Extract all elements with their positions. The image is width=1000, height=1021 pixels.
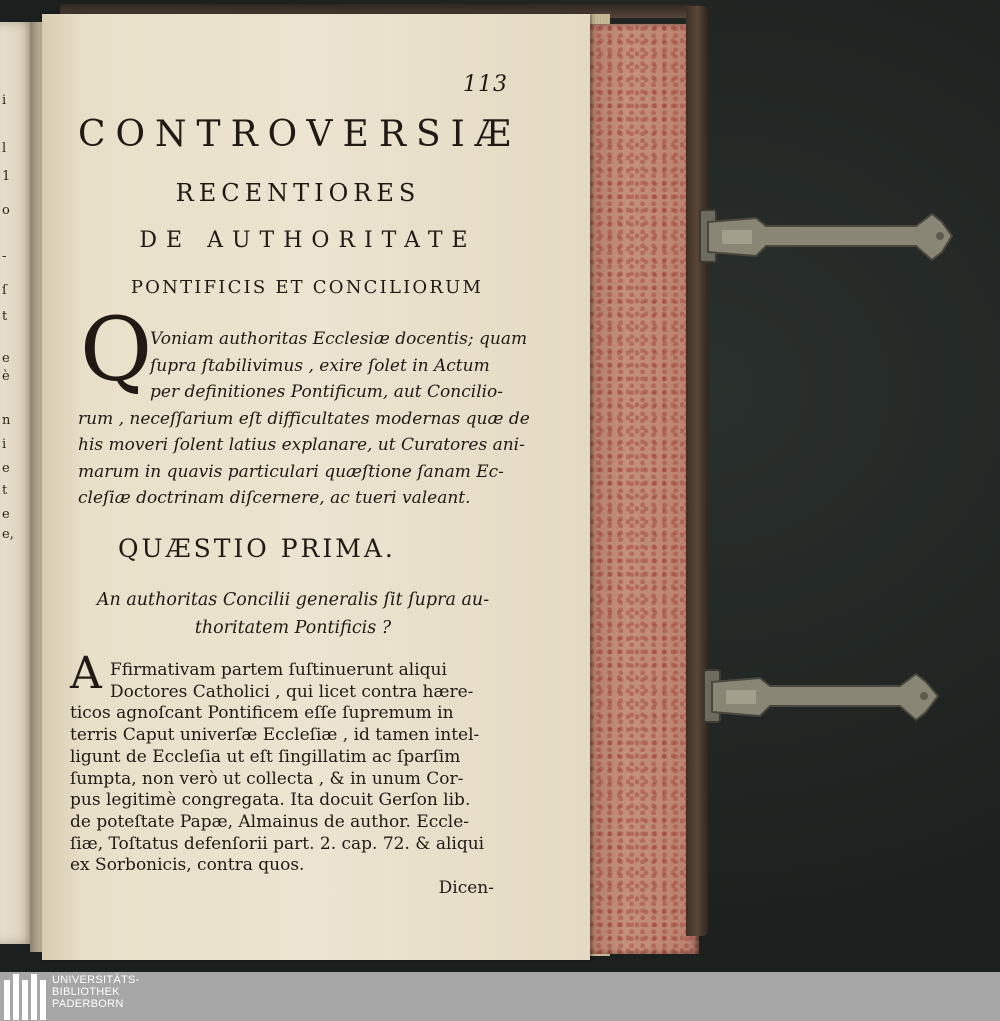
title-subtitle: RECENTIORES <box>175 179 421 207</box>
text-line: ligunt de Eccleſia ut eſt ſingillatim ac ſparſim <box>70 746 461 767</box>
left-page-glyph: t <box>2 309 8 324</box>
intro-drop-cap: Q <box>80 298 153 401</box>
left-page-glyph: e <box>2 351 10 366</box>
text-line: de poteſtate Papæ, Almainus de author. Eccle- <box>70 811 470 832</box>
lower-clasp <box>700 664 962 698</box>
title-subtitle: PONTIFICIS ET CONCILIORUM <box>130 277 484 298</box>
page-title: CONTROVERSIÆ <box>78 114 521 155</box>
title-subtitle: DE AUTHORITATE <box>139 228 477 253</box>
logo-line: BIBLIOTHEK <box>52 986 120 998</box>
left-page-glyph: t <box>2 483 8 498</box>
left-page-glyph: o <box>2 203 10 218</box>
logo-line: UNIVERSITÄTS- <box>52 974 140 986</box>
question-text <box>88 586 498 642</box>
left-page-glyph: è <box>2 369 10 384</box>
text-line: An authoritas Concilii generalis ſit ſupra au- <box>96 590 490 610</box>
logo-line: PADERBORN <box>52 998 124 1010</box>
upper-clasp <box>696 204 958 238</box>
left-page-glyph: i <box>2 437 7 452</box>
printed-page <box>42 14 590 960</box>
page-number: 113 <box>463 72 508 97</box>
text-line: his moveri ſolent latius explanare, ut Curatores ani- <box>78 435 525 455</box>
text-line: cleſiæ doctrinam diſcernere, ac tueri valeant. <box>78 488 471 508</box>
book-back-board <box>686 6 708 936</box>
library-logo-icon <box>4 974 48 1020</box>
left-page-glyph: 1 <box>2 169 11 184</box>
text-line: ticos agnoſcant Pontificem eſſe ſupremum in <box>70 703 454 724</box>
left-facing-page <box>0 22 34 944</box>
text-line: Ffirmativam partem ſuſtinuerunt aliqui <box>110 660 447 680</box>
left-page-glyph: ſ <box>2 283 7 298</box>
left-page-glyph: e, <box>2 527 14 542</box>
text-line: ſupra ſtabilivimus , exire ſolet in Actum <box>150 355 490 376</box>
left-page-glyph: - <box>2 249 7 264</box>
intro-paragraph <box>78 326 530 512</box>
library-logo-text <box>52 974 140 1010</box>
text-line: terris Caput univerſæ Eccleſiæ , id tamen intel- <box>70 725 480 746</box>
section-heading: QUÆSTIO PRIMA. <box>118 534 396 563</box>
text-line: Doctores Catholici , qui licet contra hære- <box>110 681 474 702</box>
catchword: Dicen- <box>438 878 494 898</box>
left-page-glyph: e <box>2 461 10 476</box>
text-line: ſiæ, Toſtatus defenſorii part. 2. cap. 72. & aliqui <box>70 833 485 854</box>
left-page-glyph: i <box>2 93 7 108</box>
left-page-glyph: n <box>2 413 11 428</box>
left-page-glyph: e <box>2 507 10 522</box>
text-line: thoritatem Pontificis ? <box>194 618 392 638</box>
footer-bar <box>0 972 1000 1021</box>
left-page-glyph: l <box>2 141 7 156</box>
sprinkled-fore-edge <box>578 24 699 954</box>
text-line: per definitiones Pontificum, aut Concilio- <box>150 382 504 402</box>
body-paragraph <box>70 660 510 877</box>
text-line: ſumpta, non verò ut collecta , & in unum Cor- <box>70 768 464 789</box>
body-drop-cap: A <box>70 648 102 699</box>
text-line: rum , neceſſarium eſt difficultates modernas quæ de <box>78 408 530 429</box>
text-line: marum in quavis particulari quæſtione ſanam Ec- <box>78 461 504 482</box>
text-line: Voniam authoritas Ecclesiæ docentis; quam <box>150 329 528 349</box>
text-line: pus legitimè congregata. Ita docuit Gerſon lib. <box>70 790 471 811</box>
text-line: ex Sorbonicis, contra quos. <box>70 855 305 876</box>
